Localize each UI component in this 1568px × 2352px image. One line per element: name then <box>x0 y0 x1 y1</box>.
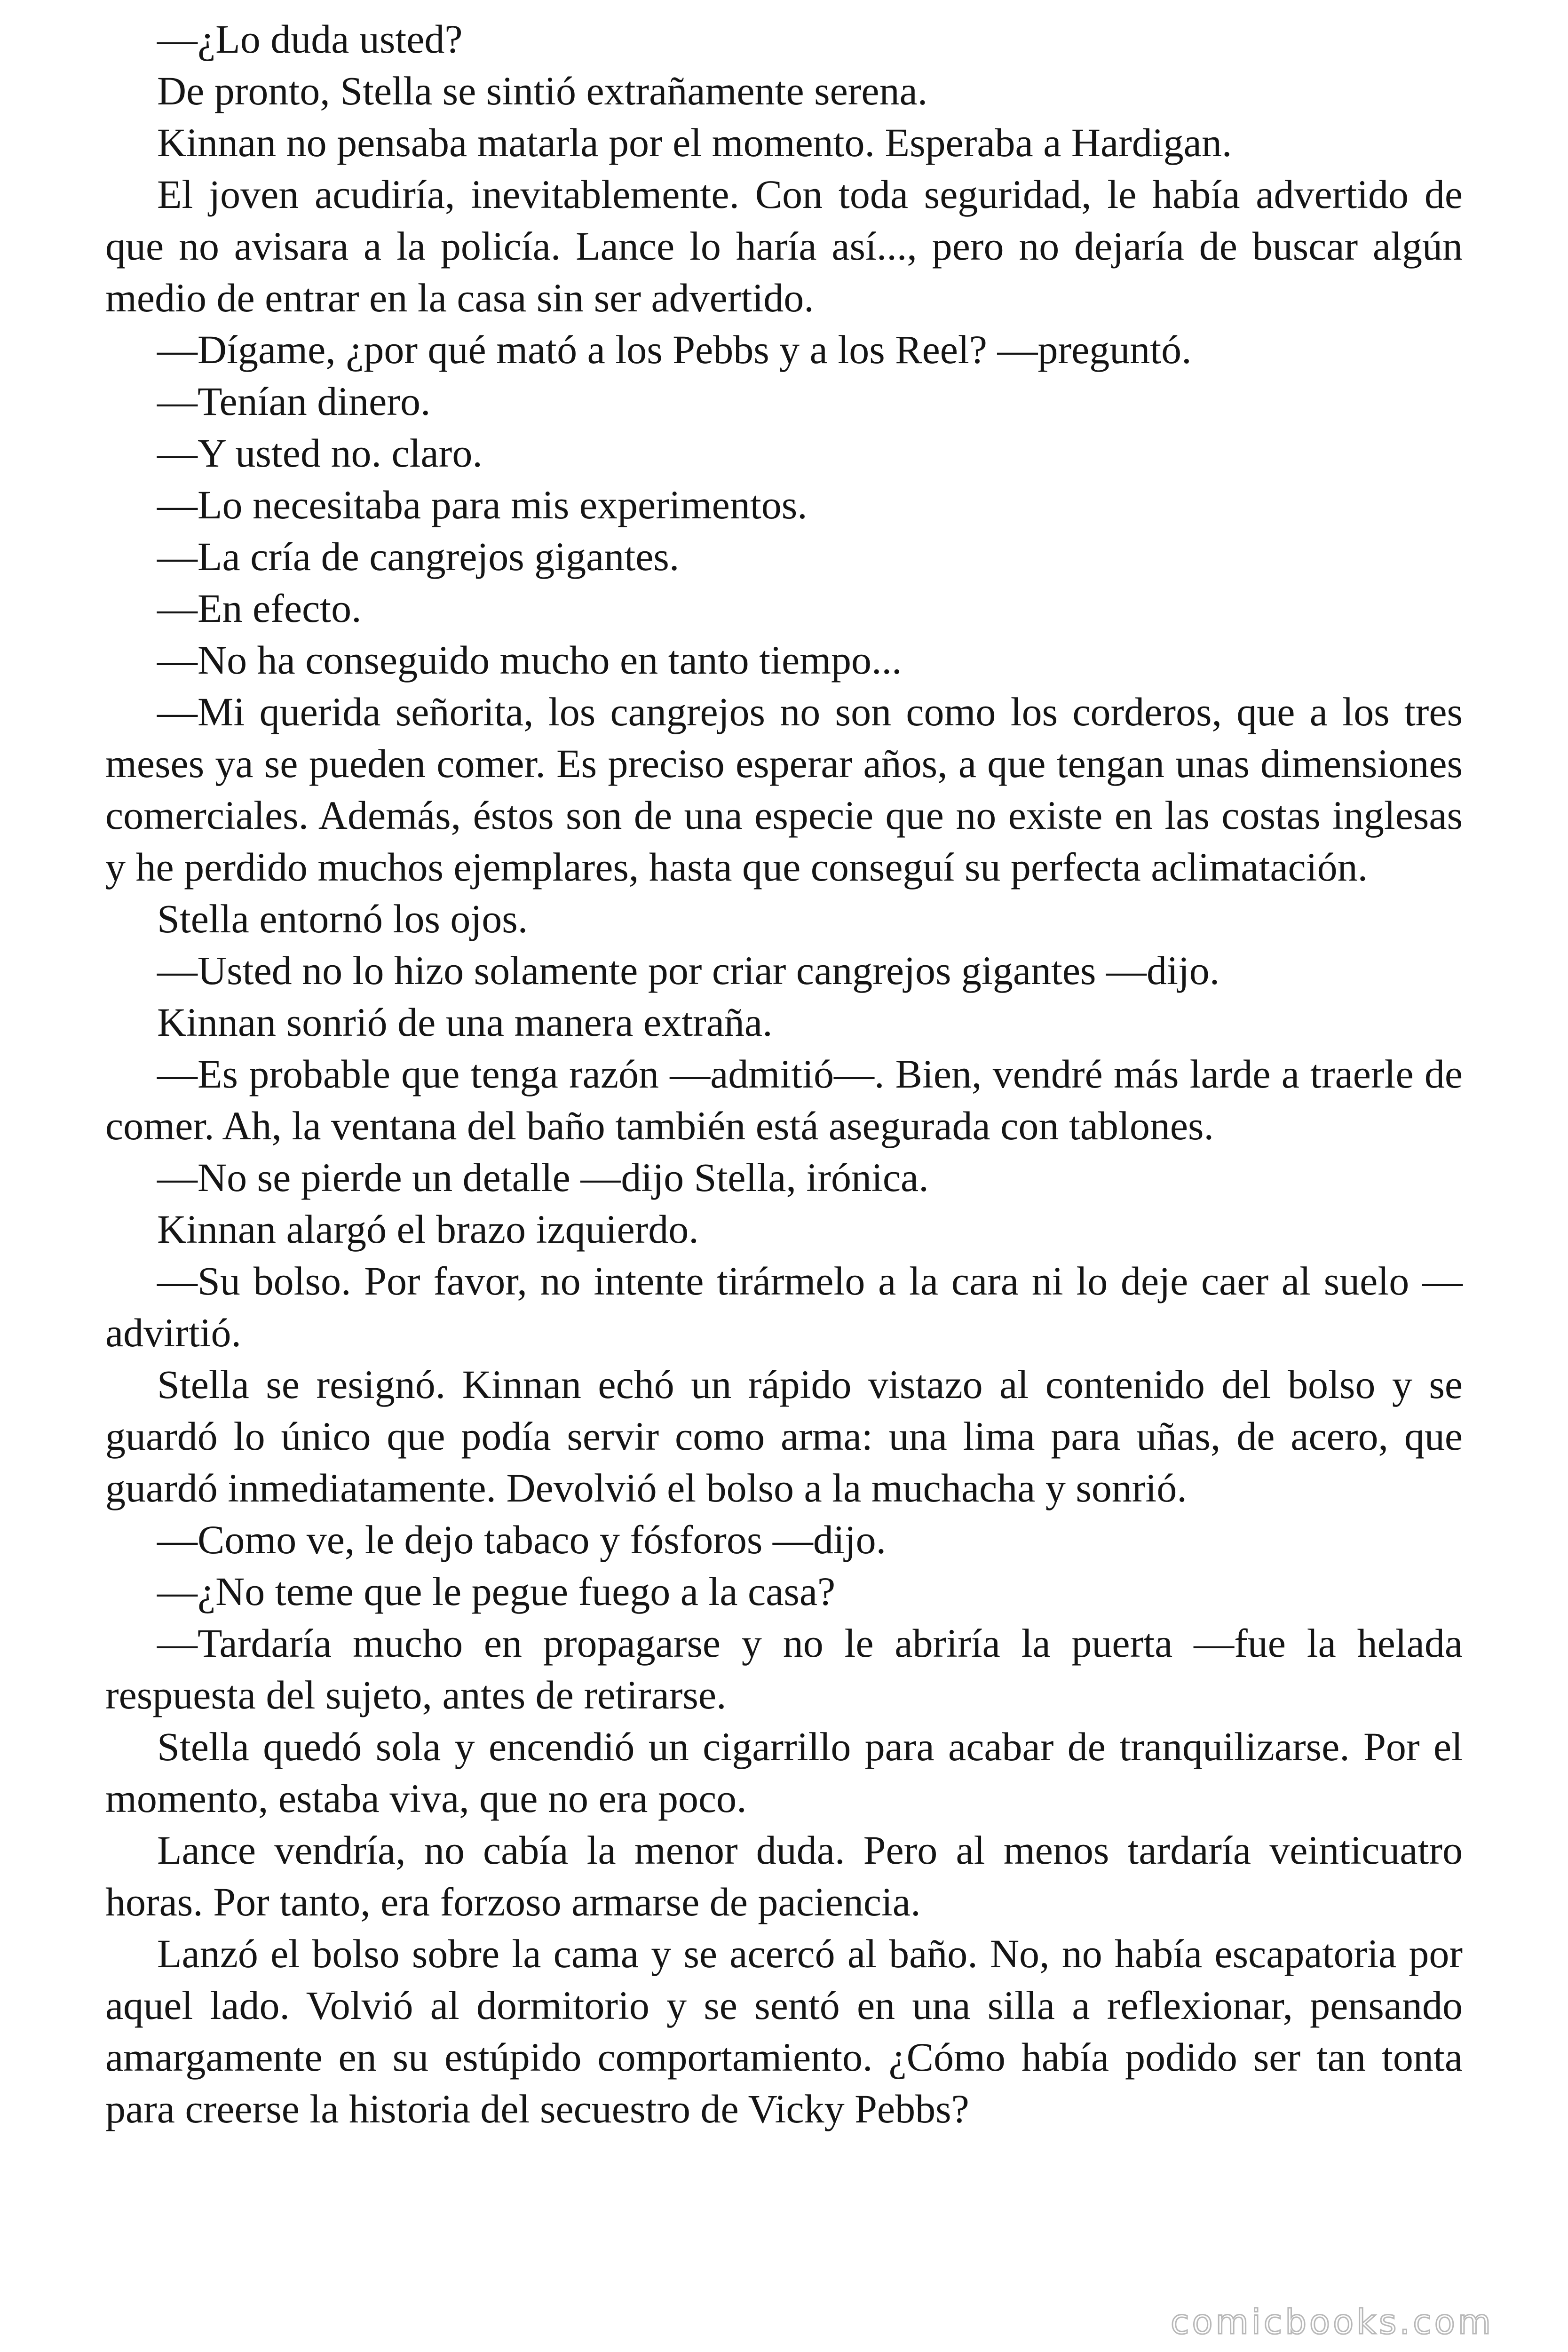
paragraph: —No ha conseguido mucho en tanto tiempo... <box>157 637 902 683</box>
paragraph: —La cría de cangrejos gigantes. <box>157 534 680 579</box>
paragraph: De pronto, Stella se sintió extrañamente serena. <box>157 68 928 113</box>
paragraph: El joven acudiría, inevitablemente. Con toda seguridad, le había advertido de que no avisara a la policía. Lance lo haría así..., pero no dejaría de buscar algún medio de entrar en la casa sin ser advertido. <box>105 172 1463 320</box>
paragraph: Lance vendría, no cabía la menor duda. Pero al menos tardaría veinticuatro horas. Por tanto, era forzoso armarse de paciencia. <box>105 1828 1463 1924</box>
watermark: comicbooks.com <box>1170 2302 1494 2342</box>
paragraph: Kinnan no pensaba matarla por el momento. Esperaba a Hardigan. <box>157 120 1232 165</box>
paragraph: Stella quedó sola y encendió un cigarrillo para acabar de tranquilizarse. Por el momento, estaba viva, que no era poco. <box>105 1724 1463 1821</box>
paragraph: —Es probable que tenga razón —admitió—. Bien, vendré más larde a traerle de comer. Ah, la ventana del baño también está asegurada con tablones. <box>105 1051 1463 1148</box>
paragraph: —Y usted no. claro. <box>157 430 483 476</box>
paragraph: Kinnan sonrió de una manera extraña. <box>157 1000 773 1045</box>
body-text <box>105 13 1463 2135</box>
paragraph: Lanzó el bolso sobre la cama y se acercó al baño. No, no había escapatoria por aquel lado. Volvió al dormitorio y se sentó en una silla a reflexionar, pensando amargamente en su estúpido comportamiento. ¿Cómo había podido ser tan tonta para creerse la historia del secuestro de Vicky Pebbs? <box>105 1931 1463 2131</box>
paragraph: —En efecto. <box>157 586 362 631</box>
paragraph: —Tenían dinero. <box>157 379 431 424</box>
paragraph: —Usted no lo hizo solamente por criar cangrejos gigantes —dijo. <box>157 948 1220 993</box>
paragraph: Stella entornó los ojos. <box>157 896 528 941</box>
paragraph: —¿No teme que le pegue fuego a la casa? <box>157 1569 836 1614</box>
paragraph: Kinnan alargó el brazo izquierdo. <box>157 1207 699 1252</box>
paragraph: —No se pierde un detalle —dijo Stella, irónica. <box>157 1155 929 1200</box>
paragraph: Stella se resignó. Kinnan echó un rápido vistazo al contenido del bolso y se guardó lo único que podía servir como arma: una lima para uñas, de acero, que guardó inmediatamente. Devolvió el bolso a la muchacha y sonrió. <box>105 1362 1463 1510</box>
paragraph: —Lo necesitaba para mis experimentos. <box>157 482 808 527</box>
paragraph: —Dígame, ¿por qué mató a los Pebbs y a los Reel? —preguntó. <box>157 327 1192 372</box>
paragraph: —Mi querida señorita, los cangrejos no son como los corderos, que a los tres meses ya se pueden comer. Es preciso esperar años, a que tengan unas dimensiones comerciales. Además, éstos son de una especie que no existe en las costas inglesas y he perdido muchos ejemplares, hasta que conseguí su perfecta aclimatación. <box>105 689 1463 890</box>
paragraph: —Su bolso. Por favor, no intente tirármelo a la cara ni lo deje caer al suelo —advirtió. <box>105 1258 1463 1355</box>
paragraph: —Como ve, le dejo tabaco y fósforos —dijo. <box>157 1517 887 1562</box>
paragraph: —Tardaría mucho en propagarse y no le abriría la puerta —fue la helada respuesta del sujeto, antes de retirarse. <box>105 1621 1463 1717</box>
paragraph: —¿Lo duda usted? <box>157 16 463 62</box>
